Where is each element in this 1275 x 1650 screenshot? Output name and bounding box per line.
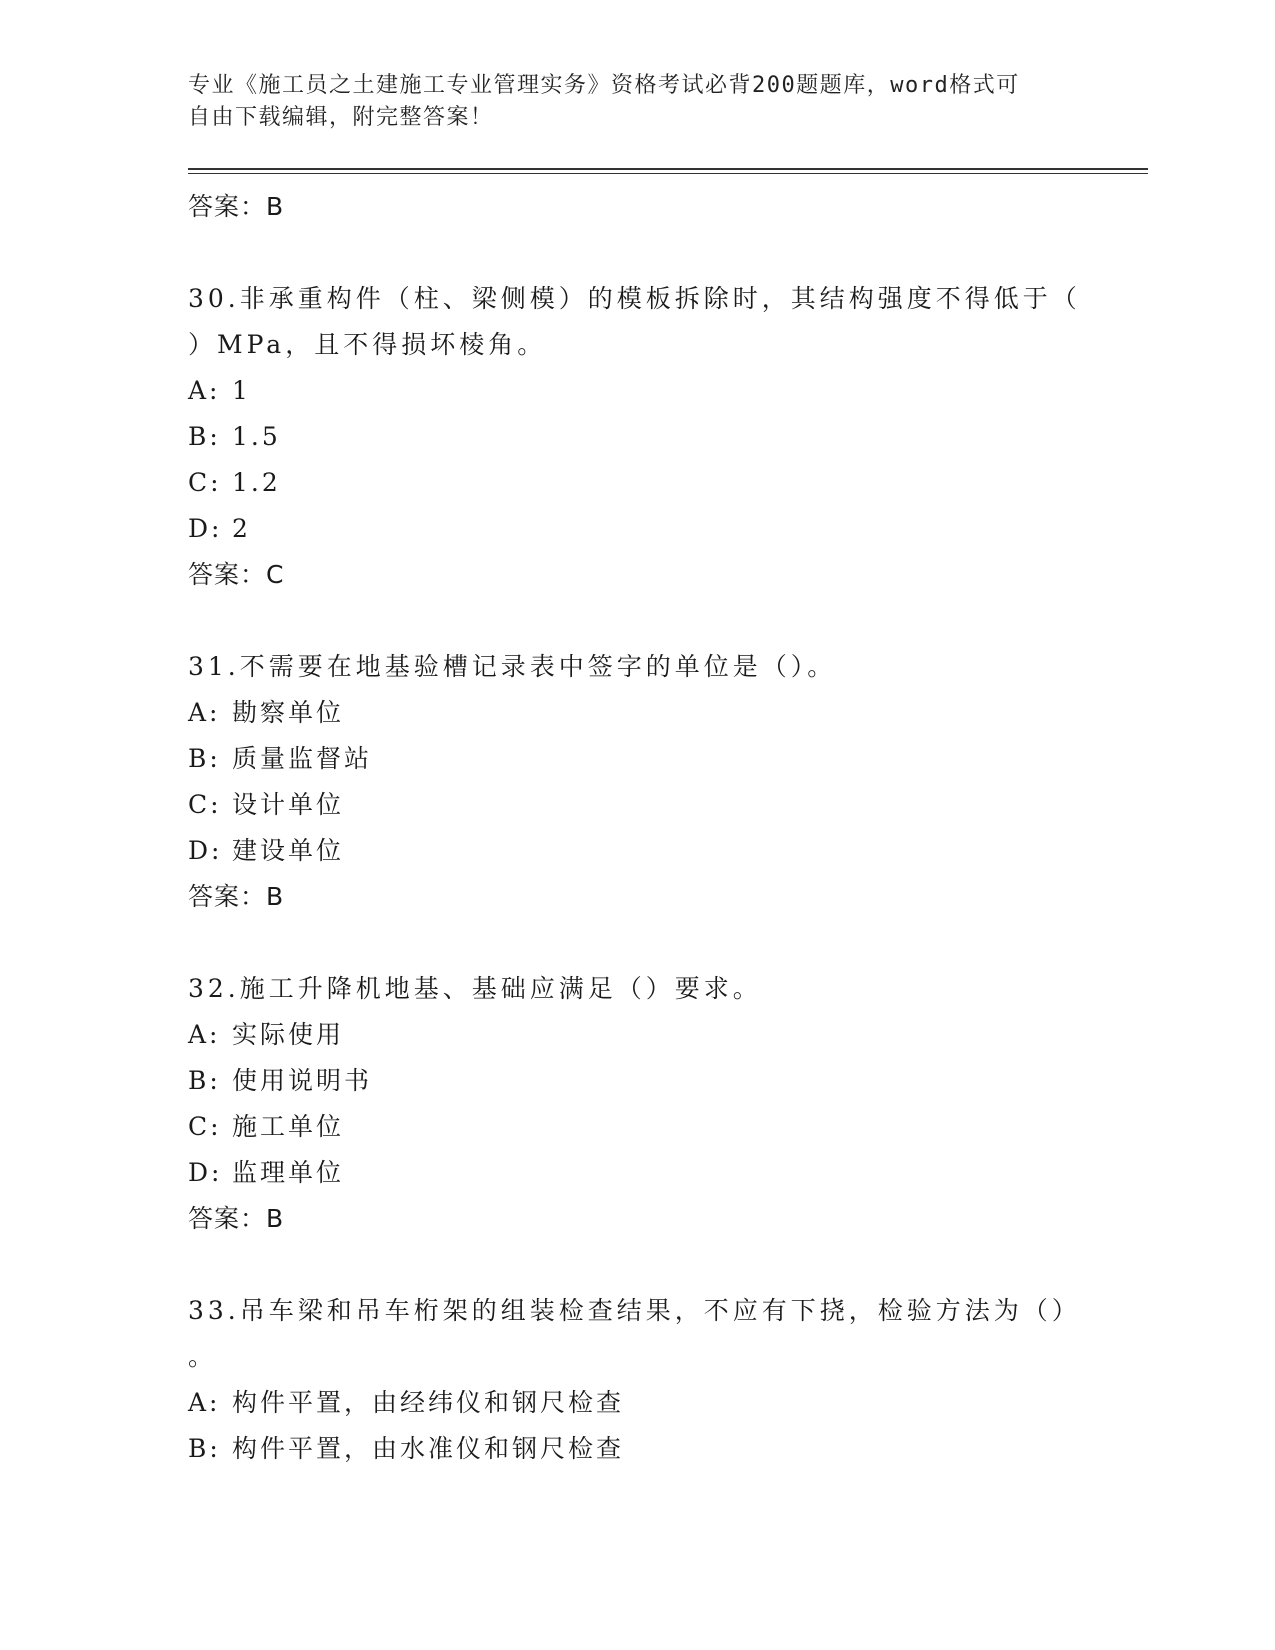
document-page (188, 70, 1148, 1472)
option-text: 构件平置，由水准仪和钢尺检查 (232, 1434, 625, 1463)
option-key: C: (188, 468, 222, 497)
option-text: 1.2 (232, 468, 281, 497)
option-text: 1 (232, 376, 251, 405)
option-key: D: (188, 1158, 223, 1187)
question-stem-line-1: 30.非承重构件（柱、梁侧模）的模板拆除时，其结构强度不得低于（ (188, 284, 1081, 313)
option-d (188, 506, 1148, 552)
question-stem-line-2: ）MPa，且不得损坏棱角。 (188, 330, 547, 359)
header-line-1: 专业《施工员之土建施工专业管理实务》资格考试必背200题题库，word格式可 (188, 73, 1020, 98)
option-d (188, 828, 1148, 874)
option-a (188, 368, 1148, 414)
answer-label: 答案：B (188, 192, 285, 221)
option-b (188, 1426, 1148, 1472)
option-text: 建设单位 (232, 836, 345, 865)
option-text: 监理单位 (232, 1158, 345, 1187)
option-key: B: (188, 744, 221, 773)
option-key: D: (188, 836, 223, 865)
question-stem-line-1: 33.吊车梁和吊车桁架的组装检查结果，不应有下挠，检验方法为（） (188, 1296, 1081, 1325)
option-a (188, 1380, 1148, 1426)
option-key: B: (188, 422, 221, 451)
question-30 (188, 276, 1148, 598)
option-key: A: (188, 1388, 221, 1417)
option-text: 1.5 (232, 422, 281, 451)
header-line-2: 自由下载编辑，附完整答案！ (188, 105, 494, 130)
option-key: C: (188, 1112, 222, 1141)
question-stem (188, 1288, 1148, 1380)
option-key: D: (188, 514, 223, 543)
question-stem-line-2: 。 (188, 1342, 218, 1371)
option-text: 构件平置，由经纬仪和钢尺检查 (232, 1388, 625, 1417)
option-key: A: (188, 376, 221, 405)
option-c (188, 782, 1148, 828)
option-text: 设计单位 (232, 790, 345, 819)
document-header (188, 70, 1088, 134)
option-c (188, 1104, 1148, 1150)
answer-label: 答案：B (188, 1204, 285, 1233)
option-text: 施工单位 (232, 1112, 345, 1141)
option-key: B: (188, 1066, 221, 1095)
option-text: 实际使用 (232, 1020, 345, 1049)
option-a (188, 690, 1148, 736)
option-a (188, 1012, 1148, 1058)
option-b (188, 736, 1148, 782)
option-d (188, 1150, 1148, 1196)
answer-label: 答案：C (188, 560, 285, 589)
option-key: A: (188, 698, 221, 727)
question-stem: 32.施工升降机地基、基础应满足（）要求。 (188, 974, 762, 1003)
option-b (188, 1058, 1148, 1104)
question-stem (188, 276, 1148, 368)
question-32 (188, 966, 1148, 1242)
answer-label: 答案：B (188, 882, 285, 911)
header-divider (188, 168, 1148, 174)
option-key: C: (188, 790, 222, 819)
option-b (188, 414, 1148, 460)
option-text: 2 (232, 514, 251, 543)
option-text: 质量监督站 (232, 744, 373, 773)
option-text: 勘察单位 (232, 698, 345, 727)
option-key: B: (188, 1434, 221, 1463)
option-key: A: (188, 1020, 221, 1049)
question-31 (188, 644, 1148, 920)
option-c (188, 460, 1148, 506)
question-stem: 31.不需要在地基验槽记录表中签字的单位是（）。 (188, 652, 837, 681)
option-text: 使用说明书 (232, 1066, 373, 1095)
question-33 (188, 1288, 1148, 1472)
